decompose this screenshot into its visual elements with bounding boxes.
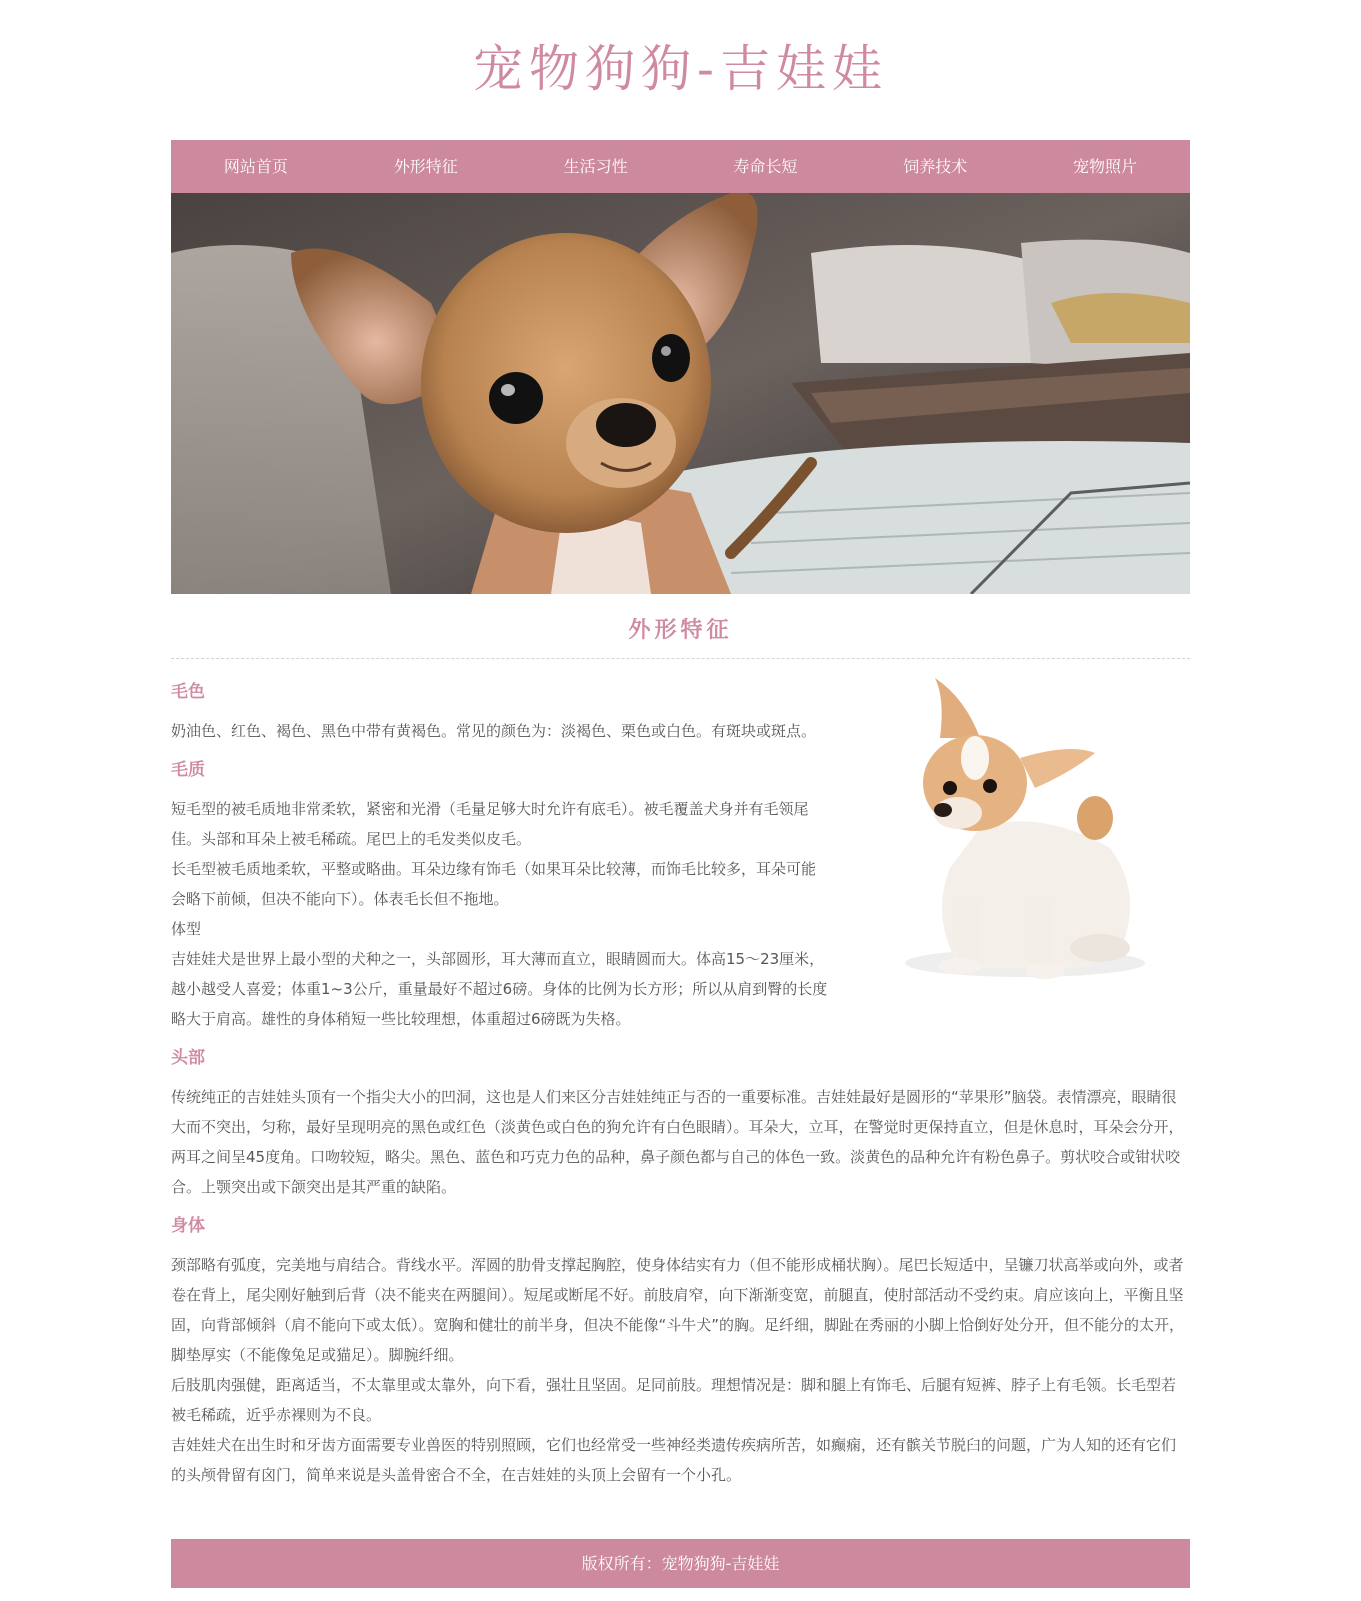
coat-texture-long-hair: 长毛型被毛质地柔软，平整或略曲。耳朵边缘有饰毛（如果耳朵比较薄，而饰毛比较多，耳朵可能会略下前倾，但决不能向下）。体表毛长但不拖地。 (171, 860, 817, 908)
coat-color-heading: 毛色 (171, 682, 205, 702)
nav-item-lifespan[interactable]: 寿命长短 (733, 157, 798, 176)
chihuahua-banner-photo (171, 193, 1190, 594)
head-block (171, 1044, 1190, 1202)
chihuahua-side-photo (840, 678, 1190, 993)
nav-item-care[interactable]: 饲养技术 (903, 157, 968, 176)
coat-color-text: 奶油色、红色、褐色、黑色中带有黄褐色。常见的颜色为：淡褐色、栗色或白色。有斑块或斑点。 (171, 722, 817, 740)
nav-item-habits[interactable]: 生活习性 (563, 157, 628, 176)
head-heading: 头部 (171, 1048, 205, 1068)
body-type-label: 体型 (171, 920, 202, 938)
section-divider (171, 658, 1190, 659)
site-title: 宠物狗狗-吉娃娃 (473, 40, 888, 98)
coat-texture-heading: 毛质 (171, 760, 205, 780)
body-text-3: 吉娃娃犬在出生时和牙齿方面需要专业兽医的特别照顾，它们也经常受一些神经类遗传疾病所苦，如癫痫，还有髌关节脱臼的问题，广为人知的还有它们的头颅骨留有囟门，简单来说是头盖骨密合不全，在吉娃娃的头顶上会留有一个小孔。 (171, 1436, 1177, 1484)
banner-image (171, 193, 1190, 594)
nav-item-appearance[interactable]: 外形特征 (393, 157, 458, 176)
coat-texture-short-hair: 短毛型的被毛质地非常柔软，紧密和光滑（毛量足够大时允许有底毛）。被毛覆盖犬身并有毛领尾佳。头部和耳朵上被毛稀疏。尾巴上的毛发类似皮毛。 (171, 800, 809, 848)
nav-item-photos[interactable]: 宠物照片 (1073, 157, 1138, 176)
footer: 版权所有：宠物狗狗-吉娃娃 (171, 1539, 1190, 1588)
body-type-text: 吉娃娃犬是世界上最小型的犬种之一，头部圆形，耳大薄而直立，眼睛圆而大。体高15～23厘米，越小越受人喜爱；体重1~3公斤，重量最好不超过6磅。身体的比例为长方形；所以从肩到臀的长度略大于肩高。雄性的身体稍短一些比较理想，体重超过6磅既为失格。 (171, 950, 828, 1028)
body-text-1: 颈部略有弧度，完美地与肩结合。背线水平。浑圆的肋骨支撑起胸腔，使身体结实有力（但不能形成桶状胸）。尾巴长短适中，呈镰刀状高举或向外，或者卷在背上，尾尖刚好触到后背（决不能夹在两腿间）。短尾或断尾不好。前肢肩窄，向下渐渐变宽，前腿直，使肘部活动不受约束。肩应该向上，平衡且坚固，向背部倾斜（肩不能向下或太低）。宽胸和健壮的前半身，但决不能像“斗牛犬”的胸。足纤细，脚趾在秀丽的小脚上恰倒好处分开，但不能分的太开，脚垫厚实（不能像兔足或猫足）。脚腕纤细。 (171, 1256, 1185, 1364)
body-block (171, 1212, 1190, 1490)
nav-item-home[interactable]: 网站首页 (223, 157, 288, 176)
body-heading: 身体 (171, 1216, 205, 1236)
body-text-2: 后肢肌肉强健，距离适当，不太靠里或太靠外，向下看，强壮且坚固。足同前肢。理想情况是：脚和腿上有饰毛、后腿有短裤、脖子上有毛领。长毛型若被毛稀疏，近乎赤裸则为不良。 (171, 1376, 1177, 1424)
main-content (171, 678, 1190, 1500)
head-text: 传统纯正的吉娃娃头顶有一个指尖大小的凹洞，这也是人们来区分吉娃娃纯正与否的一重要标准。吉娃娃最好是圆形的“苹果形”脑袋。表情漂亮，眼睛很大而不突出，匀称，最好呈现明亮的黑色或红色（淡黄色或白色的狗允许有白色眼睛）。耳朵大，立耳，在警觉时更保持直立，但是休息时，耳朵会分开，两耳之间呈45度角。口吻较短，略尖。黑色、蓝色和巧克力色的品种，鼻子颜色都与自己的体色一致。淡黄色的品种允许有粉色鼻子。剪状咬合或钳状咬合。上颚突出或下颌突出是其严重的缺陷。 (171, 1088, 1184, 1196)
main-nav (171, 140, 1190, 193)
section-title: 外形特征 (628, 617, 733, 643)
